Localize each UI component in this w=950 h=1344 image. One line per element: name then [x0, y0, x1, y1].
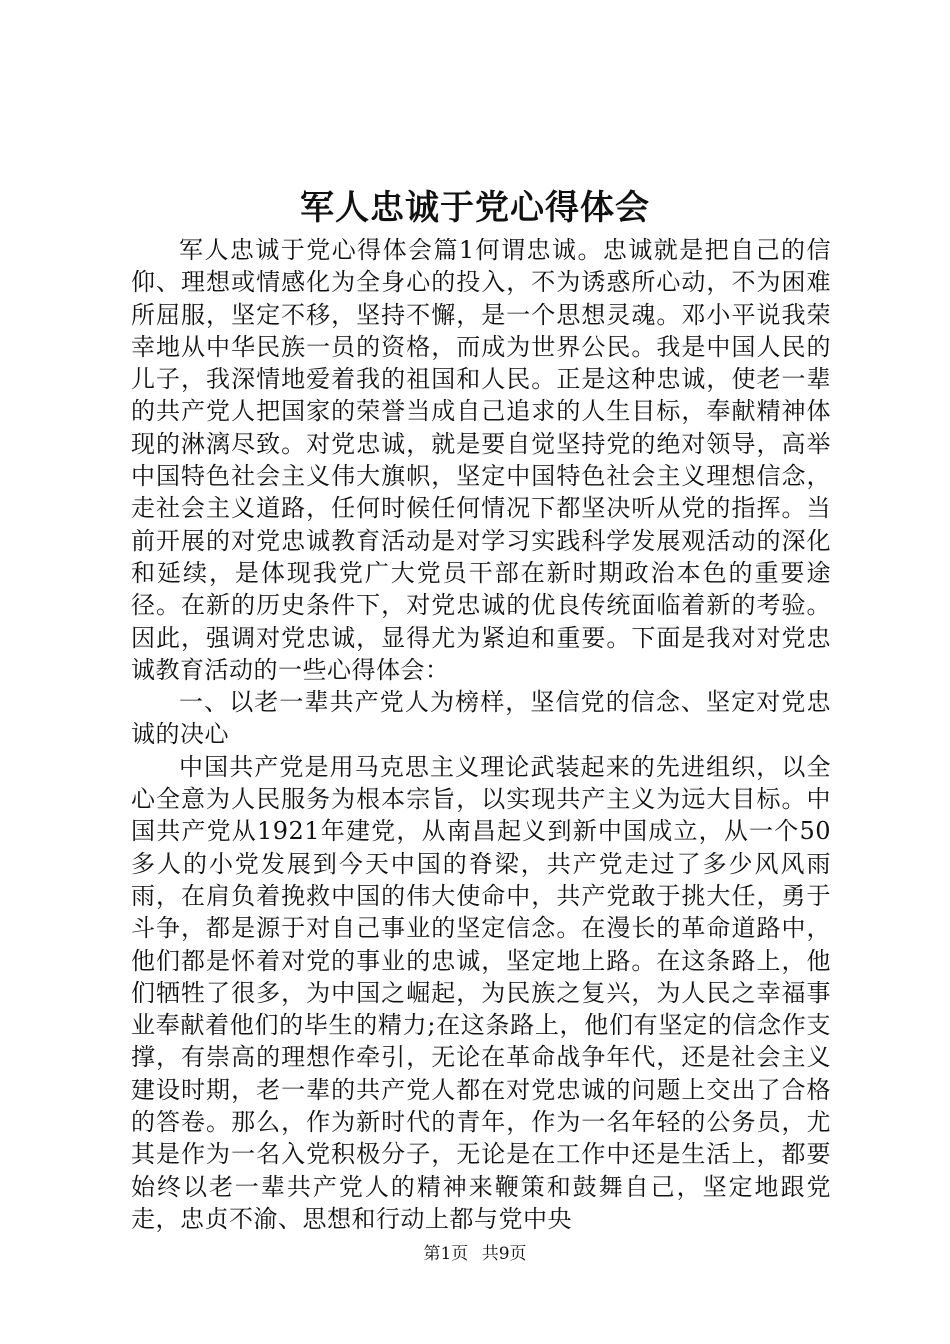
paragraph-intro: 军人忠诚于党心得体会篇1何谓忠诚。忠诚就是把自己的信仰、理想或情感化为全身心的投入，不为诱惑所心动，不为困难所屈服，坚定不移，坚持不懈，是一个思想灵魂。邓小平说我荣幸地从中华民族一员的资格，而成为世界公民。我是中国人民的儿子，我深情地爱着我的祖国和人民。正是这种忠诚，使老一辈的共产党人把国家的荣誉当成自己追求的人生目标，奉献精神体现的淋漓尽致。对党忠诚，就是要自觉坚持党的绝对领导，高举中国特色社会主义伟大旗帜，坚定中国特色社会主义理想信念，走社会主义道路，任何时候任何情况下都坚决听从党的指挥。当前开展的对党忠诚教育活动是对学习实践科学发展观活动的深化和延续，是体现我党广大党员干部在新时期政治本色的重要途径。在新的历史条件下，对党忠诚的优良传统面临着新的考验。因此，强调对党忠诚，显得尤为紧迫和重要。下面是我对对党忠诚教育活动的一些心得体会： [131, 236, 831, 684]
document-body [131, 234, 831, 1235]
paragraph-section-heading: 一、以老一辈共产党人为榜样，坚信党的信念、坚定对党忠诚的决心 [131, 688, 831, 749]
page-number: 第1页 [423, 1244, 469, 1264]
page-total: 共9页 [481, 1244, 527, 1264]
page-footer [0, 1243, 950, 1265]
document-title: 军人忠诚于党心得体会 [300, 188, 650, 228]
paragraph-party-history: 中国共产党是用马克思主义理论武装起来的先进组织，以全心全意为人民服务为根本宗旨，以实现共产主义为远大目标。中国共产党从1921年建党，从南昌起义到新中国成立，从一个50多人的小党发展到今天中国的脊梁，共产党走过了多少风风雨雨，在肩负着挽救中国的伟大使命中，共产党敢于挑大任，勇于斗争，都是源于对自己事业的坚定信念。在漫长的革命道路中，他们都是怀着对党的事业的忠诚，坚定地上路。在这条路上，他们牺牲了很多，为中国之崛起，为民族之复兴，为人民之幸福事业奉献着他们的毕生的精力;在这条路上，他们有坚定的信念作支撑，有崇高的理想作牵引，无论在革命战争年代，还是社会主义建设时期，老一辈的共产党人都在对党忠诚的问题上交出了合格的答卷。那么，作为新时代的青年，作为一名年轻的公务员，尤其是作为一名入党积极分子，无论是在工作中还是生活上，都要始终以老一辈共产党人的精神来鞭策和鼓舞自己，坚定地跟党走，忠贞不渝、思想和行动上都与党中央 [131, 752, 831, 1233]
